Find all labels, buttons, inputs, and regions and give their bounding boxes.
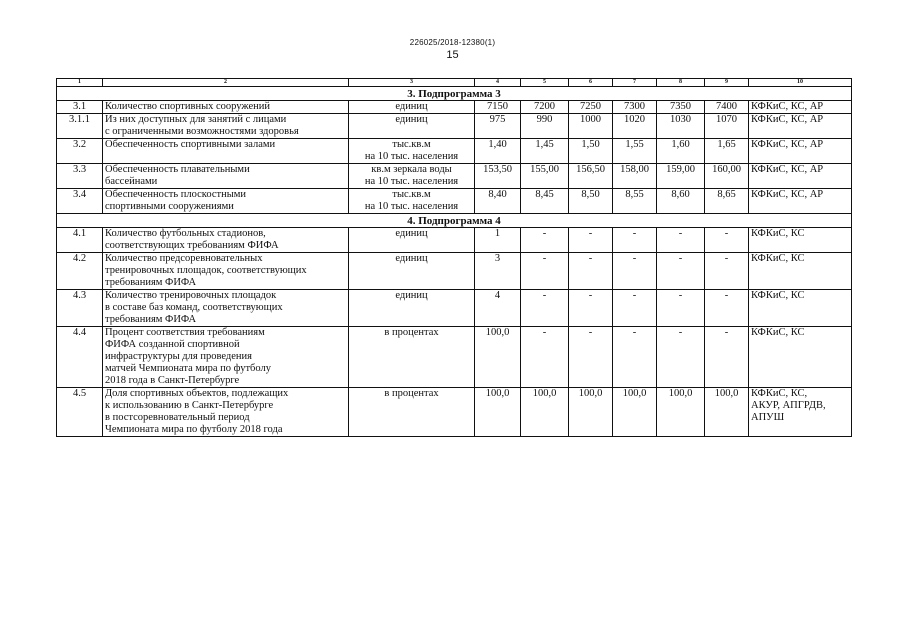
- page-number: 15: [446, 49, 459, 61]
- value-cell: 8,40: [475, 189, 521, 214]
- table-row: [57, 164, 852, 189]
- value-cell: 156,50: [569, 164, 613, 189]
- value-cell: 1020: [613, 114, 657, 139]
- column-number: 8: [657, 79, 705, 87]
- indicator-name: [103, 139, 349, 164]
- indicator-name: [103, 290, 349, 327]
- responsible-line: КФКиС, КС: [751, 228, 805, 239]
- value-cell: 1030: [657, 114, 705, 139]
- indicator-name-line: требованиям ФИФА: [105, 314, 197, 325]
- value-cell: 990: [521, 114, 569, 139]
- responsible-line: КФКиС, КС, АР: [751, 189, 824, 200]
- unit-line: тыс.кв.м: [392, 139, 431, 150]
- value-cell: 7400: [705, 101, 749, 114]
- value-cell: 4: [475, 290, 521, 327]
- value-cell: 8,65: [705, 189, 749, 214]
- responsible-line: КФКиС, КС, АР: [751, 101, 824, 112]
- value-cell: 1,45: [521, 139, 569, 164]
- value-cell: -: [569, 228, 613, 253]
- unit: [349, 228, 475, 253]
- document-id: 226025/2018-12380(1): [409, 38, 496, 47]
- table-row: [57, 114, 852, 139]
- value-cell: -: [657, 290, 705, 327]
- table-row: [57, 253, 852, 290]
- row-number: 3.1.1: [57, 114, 103, 139]
- indicator-name-line: в составе баз команд, соответствующих: [105, 302, 283, 313]
- section-title: 3. Подпрограмма 3: [57, 87, 852, 101]
- indicator-name-line: тренировочных площадок, соответствующих: [105, 265, 307, 276]
- value-cell: 1,50: [569, 139, 613, 164]
- value-cell: -: [705, 253, 749, 290]
- indicator-name-line: требованиям ФИФА: [105, 277, 197, 288]
- value-cell: 1,40: [475, 139, 521, 164]
- table-row: [57, 290, 852, 327]
- column-number: 3: [349, 79, 475, 87]
- column-number: 7: [613, 79, 657, 87]
- unit-line: на 10 тыс. населения: [364, 176, 459, 187]
- value-cell: -: [569, 290, 613, 327]
- indicator-name-line: с ограниченными возможностями здоровья: [105, 126, 299, 137]
- value-cell: 100,0: [657, 388, 705, 437]
- responsible-line: АКУР, АПГРДВ,: [751, 400, 826, 411]
- unit-line: в процентах: [384, 327, 439, 338]
- indicator-name-line: Чемпионата мира по футболу 2018 года: [105, 424, 283, 435]
- value-cell: -: [521, 253, 569, 290]
- value-cell: 7350: [657, 101, 705, 114]
- indicator-name: [103, 189, 349, 214]
- value-cell: -: [705, 228, 749, 253]
- value-cell: -: [569, 327, 613, 388]
- unit-line: единиц: [395, 228, 428, 239]
- responsible: [749, 290, 852, 327]
- unit: [349, 290, 475, 327]
- row-number: 4.4: [57, 327, 103, 388]
- value-cell: 3: [475, 253, 521, 290]
- indicator-name-line: Количество тренировочных площадок: [105, 290, 277, 301]
- unit-line: единиц: [395, 114, 428, 125]
- responsible-line: АПУШ: [751, 412, 785, 423]
- section-title: 4. Подпрограмма 4: [57, 214, 852, 228]
- unit: [349, 164, 475, 189]
- responsible: [749, 189, 852, 214]
- value-cell: 8,60: [657, 189, 705, 214]
- value-cell: -: [657, 253, 705, 290]
- indicator-name-line: Обеспеченность спортивными залами: [105, 139, 276, 150]
- table-row: [57, 189, 852, 214]
- unit: [349, 101, 475, 114]
- indicator-name: [103, 327, 349, 388]
- column-number-row: [57, 79, 852, 87]
- unit: [349, 189, 475, 214]
- row-number: 4.3: [57, 290, 103, 327]
- responsible-line: КФКиС, КС, АР: [751, 164, 824, 175]
- value-cell: 100,0: [475, 388, 521, 437]
- responsible: [749, 139, 852, 164]
- unit: [349, 388, 475, 437]
- value-cell: -: [657, 228, 705, 253]
- indicator-name: [103, 114, 349, 139]
- value-cell: 8,55: [613, 189, 657, 214]
- indicator-name-line: соответствующих требованиям ФИФА: [105, 240, 279, 251]
- responsible: [749, 253, 852, 290]
- value-cell: 1,55: [613, 139, 657, 164]
- table-row: [57, 228, 852, 253]
- responsible-line: КФКиС, КС: [751, 253, 805, 264]
- row-number: 3.4: [57, 189, 103, 214]
- responsible: [749, 327, 852, 388]
- value-cell: -: [521, 290, 569, 327]
- value-cell: 8,45: [521, 189, 569, 214]
- responsible: [749, 101, 852, 114]
- table-row: [57, 101, 852, 114]
- indicator-name-line: 2018 года в Санкт-Петербурге: [105, 375, 240, 386]
- row-number: 4.1: [57, 228, 103, 253]
- value-cell: 155,00: [521, 164, 569, 189]
- value-cell: 1,65: [705, 139, 749, 164]
- column-number: 9: [705, 79, 749, 87]
- unit: [349, 139, 475, 164]
- value-cell: -: [521, 327, 569, 388]
- column-number: 6: [569, 79, 613, 87]
- responsible-line: КФКиС, КС, АР: [751, 114, 824, 125]
- value-cell: -: [705, 327, 749, 388]
- unit-line: на 10 тыс. населения: [364, 201, 459, 212]
- indicator-name-line: Обеспеченность плавательными: [105, 164, 250, 175]
- table-row: [57, 139, 852, 164]
- value-cell: -: [705, 290, 749, 327]
- unit: [349, 327, 475, 388]
- indicators-table: [56, 78, 852, 437]
- indicator-name-line: ФИФА созданной спортивной: [105, 339, 240, 350]
- value-cell: -: [613, 253, 657, 290]
- indicator-name: [103, 164, 349, 189]
- unit-line: в процентах: [384, 388, 439, 399]
- value-cell: 8,50: [569, 189, 613, 214]
- value-cell: 100,0: [521, 388, 569, 437]
- indicator-name-line: Количество предсоревновательных: [105, 253, 263, 264]
- indicator-name-line: бассейнами: [105, 176, 158, 187]
- indicator-name: [103, 228, 349, 253]
- value-cell: 1,60: [657, 139, 705, 164]
- value-cell: 1: [475, 228, 521, 253]
- responsible: [749, 228, 852, 253]
- column-number: 10: [749, 79, 852, 87]
- value-cell: 158,00: [613, 164, 657, 189]
- indicator-name: [103, 101, 349, 114]
- value-cell: 7250: [569, 101, 613, 114]
- indicator-name-line: Обеспеченность плоскостными: [105, 189, 247, 200]
- value-cell: 160,00: [705, 164, 749, 189]
- unit-line: единиц: [395, 101, 428, 112]
- row-number: 3.2: [57, 139, 103, 164]
- indicator-name: [103, 388, 349, 437]
- value-cell: 100,0: [569, 388, 613, 437]
- unit-line: единиц: [395, 290, 428, 301]
- value-cell: 7300: [613, 101, 657, 114]
- indicator-name: [103, 253, 349, 290]
- responsible-line: КФКиС, КС, АР: [751, 139, 824, 150]
- value-cell: 7200: [521, 101, 569, 114]
- column-number: 1: [57, 79, 103, 87]
- unit-line: тыс.кв.м: [392, 189, 431, 200]
- value-cell: 7150: [475, 101, 521, 114]
- responsible-line: КФКиС, КС: [751, 290, 805, 301]
- responsible-line: КФКиС, КС: [751, 327, 805, 338]
- unit: [349, 253, 475, 290]
- value-cell: -: [569, 253, 613, 290]
- row-number: 4.2: [57, 253, 103, 290]
- indicator-name-line: в постсоревновательный период: [105, 412, 250, 423]
- responsible: [749, 164, 852, 189]
- section-row: [57, 87, 852, 101]
- value-cell: 100,0: [705, 388, 749, 437]
- value-cell: -: [613, 228, 657, 253]
- column-number: 5: [521, 79, 569, 87]
- value-cell: -: [521, 228, 569, 253]
- responsible-line: КФКиС, КС,: [751, 388, 808, 399]
- value-cell: 975: [475, 114, 521, 139]
- indicator-name-line: к использованию в Санкт-Петербурге: [105, 400, 274, 411]
- unit-line: на 10 тыс. населения: [364, 151, 459, 162]
- indicator-name-line: спортивными сооружениями: [105, 201, 234, 212]
- value-cell: 159,00: [657, 164, 705, 189]
- value-cell: 1070: [705, 114, 749, 139]
- indicator-name-line: Из них доступных для занятий с лицами: [105, 114, 287, 125]
- unit: [349, 114, 475, 139]
- responsible: [749, 388, 852, 437]
- responsible: [749, 114, 852, 139]
- value-cell: -: [613, 290, 657, 327]
- table-row: [57, 327, 852, 388]
- indicator-name-line: Количество футбольных стадионов,: [105, 228, 266, 239]
- row-number: 3.3: [57, 164, 103, 189]
- indicator-name-line: Количество спортивных сооружений: [105, 101, 271, 112]
- section-row: [57, 214, 852, 228]
- column-number: 4: [475, 79, 521, 87]
- unit-line: единиц: [395, 253, 428, 264]
- row-number: 4.5: [57, 388, 103, 437]
- table-row: [57, 388, 852, 437]
- table-body: [57, 79, 852, 437]
- value-cell: -: [657, 327, 705, 388]
- value-cell: -: [613, 327, 657, 388]
- unit-line: кв.м зеркала воды: [371, 164, 452, 175]
- indicator-name-line: матчей Чемпионата мира по футболу: [105, 363, 271, 374]
- column-number: 2: [103, 79, 349, 87]
- value-cell: 100,0: [613, 388, 657, 437]
- indicator-name-line: Доля спортивных объектов, подлежащих: [105, 388, 289, 399]
- indicator-name-line: инфраструктуры для проведения: [105, 351, 252, 362]
- value-cell: 100,0: [475, 327, 521, 388]
- indicator-name-line: Процент соответствия требованиям: [105, 327, 265, 338]
- row-number: 3.1: [57, 101, 103, 114]
- value-cell: 1000: [569, 114, 613, 139]
- value-cell: 153,50: [475, 164, 521, 189]
